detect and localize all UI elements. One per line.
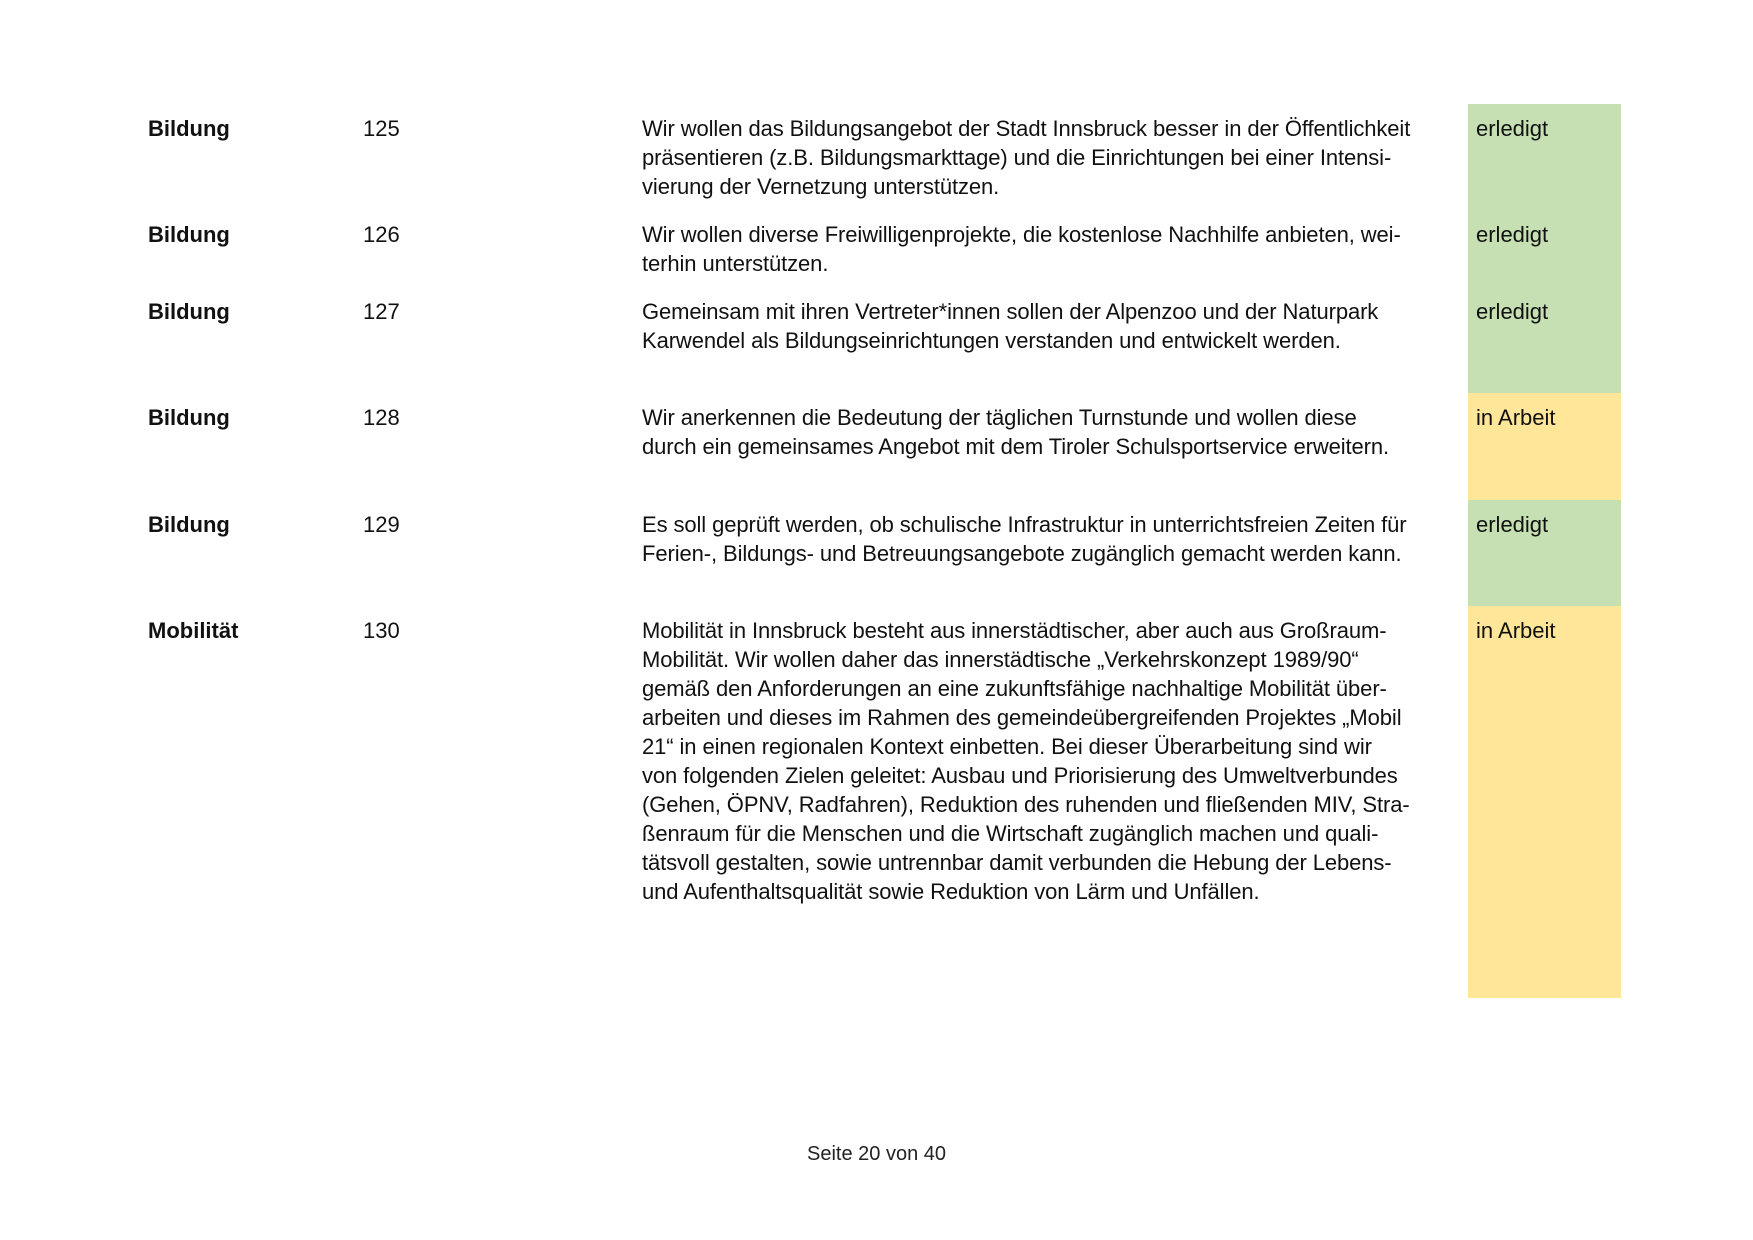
text-line: präsentieren (z.B. Bildungsmarkttage) und die Einrichtungen bei einer Intensi- (642, 145, 1392, 170)
text-line: terhin unterstützen. (642, 251, 829, 276)
measure-text (642, 104, 1462, 201)
table-row (0, 393, 1753, 500)
number-cell: 126 (363, 222, 400, 247)
measure-text (642, 287, 1462, 355)
measure-text (642, 500, 1462, 568)
table-row (0, 287, 1753, 393)
table-row (0, 500, 1753, 606)
text-line: vierung der Vernetzung unterstützen. (642, 174, 1000, 199)
status-badge: erledigt (1468, 210, 1621, 287)
status-badge: erledigt (1468, 287, 1621, 393)
category-cell: Bildung (148, 222, 230, 247)
measure-text (642, 606, 1462, 906)
table-row (0, 606, 1753, 998)
category-cell: Bildung (148, 299, 230, 324)
text-line: Wir wollen das Bildungsangebot der Stadt Innsbruck besser in der Öffentlichkeit (642, 116, 1411, 141)
category-cell: Bildung (148, 512, 230, 537)
number-cell: 129 (363, 512, 400, 537)
text-line: (Gehen, ÖPNV, Radfahren), Reduktion des ruhenden und fließenden MIV, Stra- (642, 792, 1410, 817)
text-line: tätsvoll gestalten, sowie untrennbar damit verbunden die Hebung der Lebens- (642, 850, 1392, 875)
page-number: Seite 20 von 40 (807, 1143, 946, 1165)
table-row (0, 104, 1753, 210)
text-line: Wir wollen diverse Freiwilligenprojekte, die kostenlose Nachhilfe anbieten, wei- (642, 222, 1401, 247)
text-line: Ferien-, Bildungs- und Betreuungsangebote zugänglich gemacht werden kann. (642, 541, 1402, 566)
text-line: von folgenden Zielen geleitet: Ausbau und Priorisierung des Umweltverbundes (642, 763, 1398, 788)
text-line: gemäß den Anforderungen an eine zukunftsfähige nachhaltige Mobilität über- (642, 676, 1387, 701)
number-cell: 130 (363, 618, 400, 643)
number-cell: 127 (363, 299, 400, 324)
category-cell: Mobilität (148, 618, 239, 643)
category-cell: Bildung (148, 116, 230, 141)
text-line: Wir anerkennen die Bedeutung der täglichen Turnstunde und wollen diese (642, 405, 1357, 430)
text-line: Mobilität. Wir wollen daher das innerstädtische „Verkehrskonzept 1989/90“ (642, 647, 1359, 672)
category-cell: Bildung (148, 405, 230, 430)
text-line: 21“ in einen regionalen Kontext einbetten. Bei dieser Überarbeitung sind wir (642, 734, 1372, 759)
status-badge: in Arbeit (1468, 393, 1621, 500)
text-line: durch ein gemeinsames Angebot mit dem Tiroler Schulsportservice erweitern. (642, 434, 1390, 459)
text-line: Mobilität in Innsbruck besteht aus innerstädtischer, aber auch aus Großraum- (642, 618, 1387, 643)
status-badge: in Arbeit (1468, 606, 1621, 998)
text-line: ßenraum für die Menschen und die Wirtschaft zugänglich machen und quali- (642, 821, 1379, 846)
text-line: Karwendel als Bildungseinrichtungen verstanden und entwickelt werden. (642, 328, 1341, 353)
text-line: und Aufenthaltsqualität sowie Reduktion von Lärm und Unfällen. (642, 879, 1260, 904)
table-row (0, 210, 1753, 287)
number-cell: 128 (363, 405, 400, 430)
text-line: Es soll geprüft werden, ob schulische Infrastruktur in unterrichtsfreien Zeiten für (642, 512, 1407, 537)
measure-text (642, 393, 1462, 461)
measure-text (642, 210, 1462, 278)
status-badge: erledigt (1468, 500, 1621, 606)
status-badge: erledigt (1468, 104, 1621, 210)
text-line: arbeiten und dieses im Rahmen des gemeindeübergreifenden Projektes „Mobil (642, 705, 1402, 730)
number-cell: 125 (363, 116, 400, 141)
text-line: Gemeinsam mit ihren Vertreter*innen sollen der Alpenzoo und der Naturpark (642, 299, 1379, 324)
